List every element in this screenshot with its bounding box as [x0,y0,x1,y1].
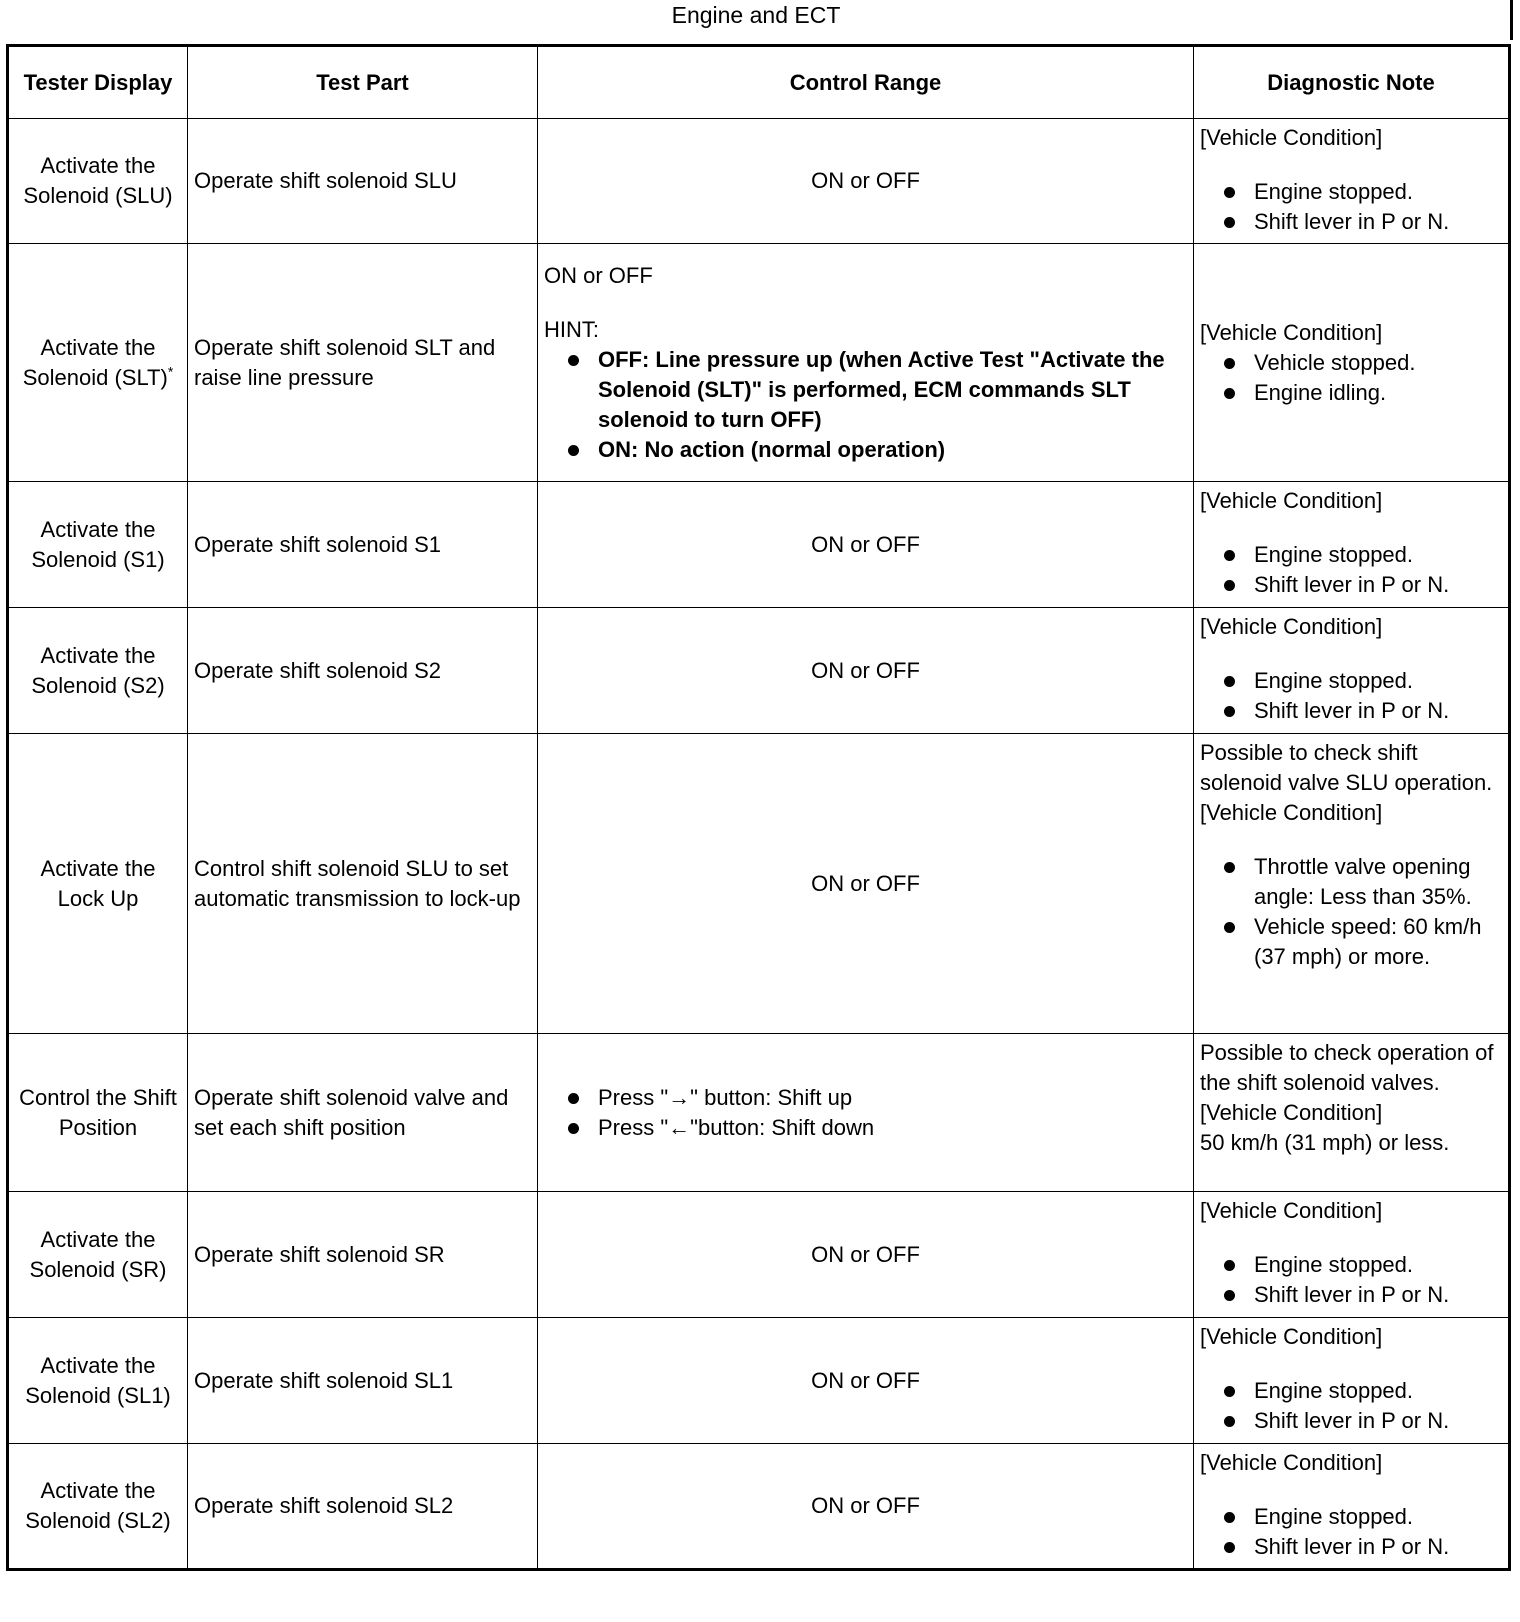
control-range-cell: ON or OFF [538,1444,1194,1570]
tester-display-cell: Control the Shift Position [8,1034,188,1192]
control-range-cell: ON or OFF [538,119,1194,244]
hint-label: HINT: [544,316,599,342]
note-item: Vehicle speed: 60 km/h (37 mph) or more. [1224,912,1502,972]
note-tail: 50 km/h (31 mph) or less. [1200,1130,1450,1155]
table-row [8,1192,1510,1318]
test-part-cell: Operate shift solenoid SLU [188,119,538,244]
note-item: Shift lever in P or N. [1224,570,1502,600]
note-text: Possible to check operation of the shift solenoid valves. [1200,1040,1494,1095]
hint-item: OFF: Line pressure up (when Active Test "Activate the Solenoid (SLT)" is performed, ECM commands SLT solenoid to turn OFF) [568,345,1187,435]
note-item: Throttle valve opening angle: Less than 35%. [1224,852,1502,912]
test-part-cell: Operate shift solenoid S1 [188,482,538,608]
table-row [8,734,1510,1034]
tester-display-cell: Activate the Solenoid (S2) [8,608,188,734]
note-item: Shift lever in P or N. [1224,696,1502,726]
note-heading: [Vehicle Condition] [1200,488,1383,513]
page-title: Engine and ECT [671,2,841,28]
table-row [8,1034,1510,1192]
note-item: Engine stopped. [1224,666,1502,696]
note-heading: [Vehicle Condition] [1200,319,1383,345]
range-item: Press "→" button: Shift up [568,1083,1187,1113]
control-range-cell [538,1034,1194,1192]
note-item: Shift lever in P or N. [1224,1406,1502,1436]
table-row [8,608,1510,734]
display-text: Activate the Solenoid (SLT) [22,334,168,390]
note-heading: [Vehicle Condition] [1200,614,1383,639]
table-header-row [8,46,1510,119]
test-part-cell: Operate shift solenoid valve and set each shift position [188,1034,538,1192]
note-item: Engine stopped. [1224,1502,1502,1532]
header-tester-display: Tester Display [8,46,188,119]
note-item: Engine stopped. [1224,1250,1502,1280]
tester-display-cell [8,244,188,482]
control-range-cell: ON or OFF [538,608,1194,734]
note-heading: [Vehicle Condition] [1200,125,1383,150]
table-row [8,1444,1510,1570]
hint-item: ON: No action (normal operation) [568,435,1187,465]
table-row [8,119,1510,244]
table-row [8,482,1510,608]
control-range-cell: ON or OFF [538,1318,1194,1444]
note-heading: [Vehicle Condition] [1200,1100,1383,1125]
test-part-cell: Operate shift solenoid SL1 [188,1318,538,1444]
tester-display-cell: Activate the Solenoid (SR) [8,1192,188,1318]
range-value: ON or OFF [544,262,653,288]
note-item: Shift lever in P or N. [1224,1532,1502,1562]
tester-display-cell: Activate the Solenoid (S1) [8,482,188,608]
diagnostic-note-cell [1194,1444,1510,1570]
header-control-range: Control Range [538,46,1194,119]
tester-display-cell: Activate the Solenoid (SL1) [8,1318,188,1444]
note-item: Engine stopped. [1224,1376,1502,1406]
test-part-cell: Operate shift solenoid SL2 [188,1444,538,1570]
diagnostic-note-cell [1194,734,1510,1034]
table-row [8,244,1510,482]
note-item: Engine stopped. [1224,540,1502,570]
note-item: Shift lever in P or N. [1224,207,1502,237]
diagnostic-note-cell [1194,1318,1510,1444]
note-item: Engine stopped. [1224,177,1502,207]
diagnostic-note-cell [1194,119,1510,244]
table-row [8,1318,1510,1444]
control-range-cell: ON or OFF [538,1192,1194,1318]
note-heading: [Vehicle Condition] [1200,1450,1383,1475]
diagnostic-note-cell [1194,1192,1510,1318]
note-heading: [Vehicle Condition] [1200,1324,1383,1349]
tester-display-cell: Activate the Solenoid (SL2) [8,1444,188,1570]
test-part-cell: Operate shift solenoid SR [188,1192,538,1318]
diagnostic-note-cell [1194,1034,1510,1192]
page-edge-line [1510,0,1513,40]
header-test-part: Test Part [188,46,538,119]
note-text: Possible to check shift solenoid valve SLU operation. [1200,740,1493,795]
test-part-cell: Operate shift solenoid S2 [188,608,538,734]
test-part-cell: Operate shift solenoid SLT and raise line pressure [188,244,538,482]
active-test-table [6,44,1511,1571]
note-heading: [Vehicle Condition] [1200,800,1383,825]
control-range-cell [538,244,1194,482]
diagnostic-note-cell [1194,608,1510,734]
test-part-cell: Control shift solenoid SLU to set automatic transmission to lock-up [188,734,538,1034]
note-item: Engine idling. [1224,378,1502,408]
note-item: Vehicle stopped. [1224,348,1502,378]
diagnostic-note-cell [1194,244,1510,482]
tester-display-cell: Activate the Lock Up [8,734,188,1034]
note-item: Shift lever in P or N. [1224,1280,1502,1310]
control-range-cell: ON or OFF [538,482,1194,608]
header-diagnostic-note: Diagnostic Note [1194,46,1510,119]
range-item: Press "←"button: Shift down [568,1113,1187,1143]
note-heading: [Vehicle Condition] [1200,1198,1383,1223]
tester-display-cell: Activate the Solenoid (SLU) [8,119,188,244]
control-range-cell: ON or OFF [538,734,1194,1034]
diagnostic-note-cell [1194,482,1510,608]
footnote-mark: * [167,363,174,380]
